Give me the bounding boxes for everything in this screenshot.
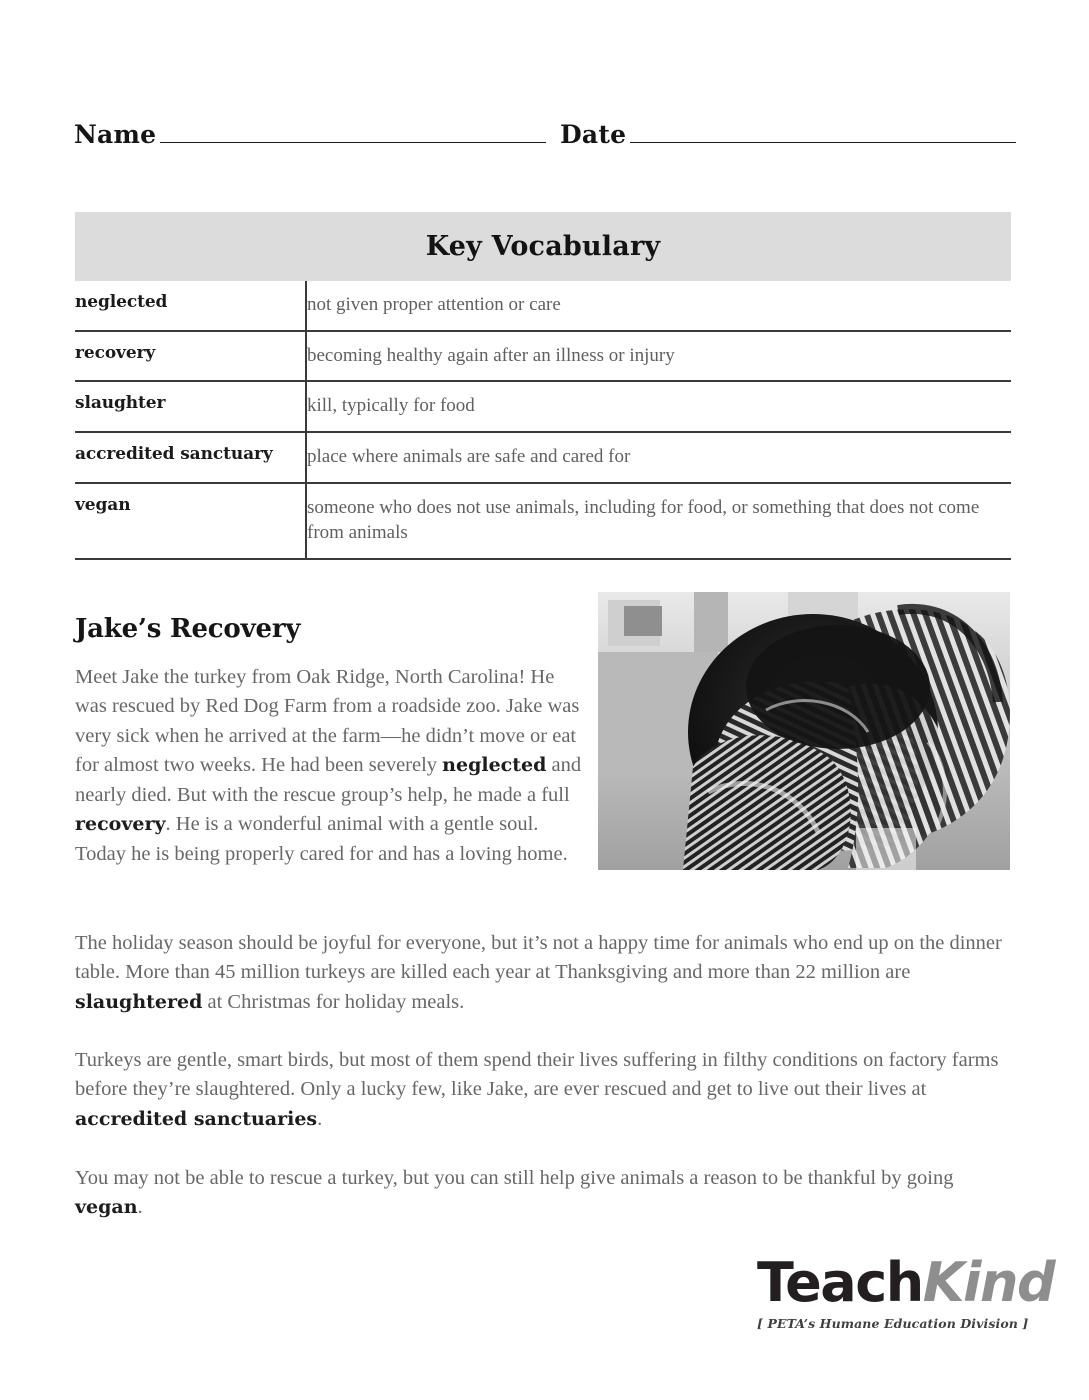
article-paragraph-3 [75,1046,1013,1135]
page-title: Jake’s Recovery [75,613,301,644]
table-row [75,281,1011,331]
teachkind-logo [757,1251,1055,1331]
turkey-photo [598,592,1010,870]
name-label: Name [74,120,157,149]
logo-word-kind: Kind [922,1251,1055,1314]
logo-word-teach: Teach [757,1251,923,1314]
vocab-highlight-slaughtered: slaughtered [75,990,203,1013]
vocabulary-term: slaughter [75,381,306,432]
vocab-highlight-neglected: neglected [442,754,547,776]
vocabulary-definition: place where animals are safe and cared for [306,432,1011,483]
table-row [75,432,1011,483]
paragraph-text: Meet Jake the turkey from Oak Ridge, North Carolina! He was rescued by Red Dog Farm from a roadside zoo. Jake was very sick when he arrived at the farm—he didn’t move or eat for almost two weeks. He had been severely [75,665,580,776]
table-row [75,483,1011,559]
vocabulary-definition: someone who does not use animals, including for food, or something that does not come from animals [306,483,1011,559]
vocab-highlight-vegan: vegan [75,1196,138,1218]
date-write-line[interactable] [630,142,1016,143]
vocabulary-table [75,281,1011,560]
article-paragraph-4 [75,1164,1013,1223]
paragraph-text: . [317,1107,323,1130]
table-row [75,381,1011,432]
paragraph-text: . He is a wonderful animal with a gentle soul. Today he is being properly cared for and has a loving home. [75,813,568,865]
vocabulary-title: Key Vocabulary [75,212,1011,281]
vocab-highlight-recovery: recovery [75,813,166,835]
paragraph-text: You may not be able to rescue a turkey, but you can still help give animals a reason to be thankful by going [75,1166,954,1189]
table-row [75,331,1011,382]
name-write-line[interactable] [160,142,546,143]
paragraph-text: Turkeys are gentle, smart birds, but most of them spend their lives suffering in filthy conditions on factory farms before they’re slaughtered. Only a lucky few, like Jake, are ever rescued and get to live out their lives at [75,1048,999,1100]
vocabulary-definition: becoming healthy again after an illness or injury [306,331,1011,382]
vocabulary-term: vegan [75,483,306,559]
vocabulary-definition: kill, typically for food [306,381,1011,432]
vocabulary-term: neglected [75,281,306,331]
vocab-highlight-accredited-sanctuaries: accredited sanctuaries [75,1107,318,1130]
vocabulary-term: recovery [75,331,306,382]
vocabulary-definition: not given proper attention or care [306,281,1011,331]
article-paragraph-1 [75,663,587,870]
vocabulary-term: accredited sanctuary [75,432,306,483]
paragraph-text: The holiday season should be joyful for everyone, but it’s not a happy time for animals who end up on the dinner table. More than 45 million turkeys are killed each year at Thanksgiving and more than 22 million are [75,931,1002,983]
logo-wordmark [757,1251,1055,1314]
logo-tagline: [ PETA’s Humane Education Division ] [757,1316,1029,1331]
paragraph-text: . [137,1196,143,1218]
paragraph-text: and nearly died. But with the rescue group’s help, he made a full [75,754,582,806]
article-paragraph-2 [75,929,1013,1018]
name-date-header [74,122,1016,149]
date-label: Date [560,120,627,149]
paragraph-text: at Christmas for holiday meals. [202,990,465,1013]
key-vocabulary-section [75,212,1011,560]
